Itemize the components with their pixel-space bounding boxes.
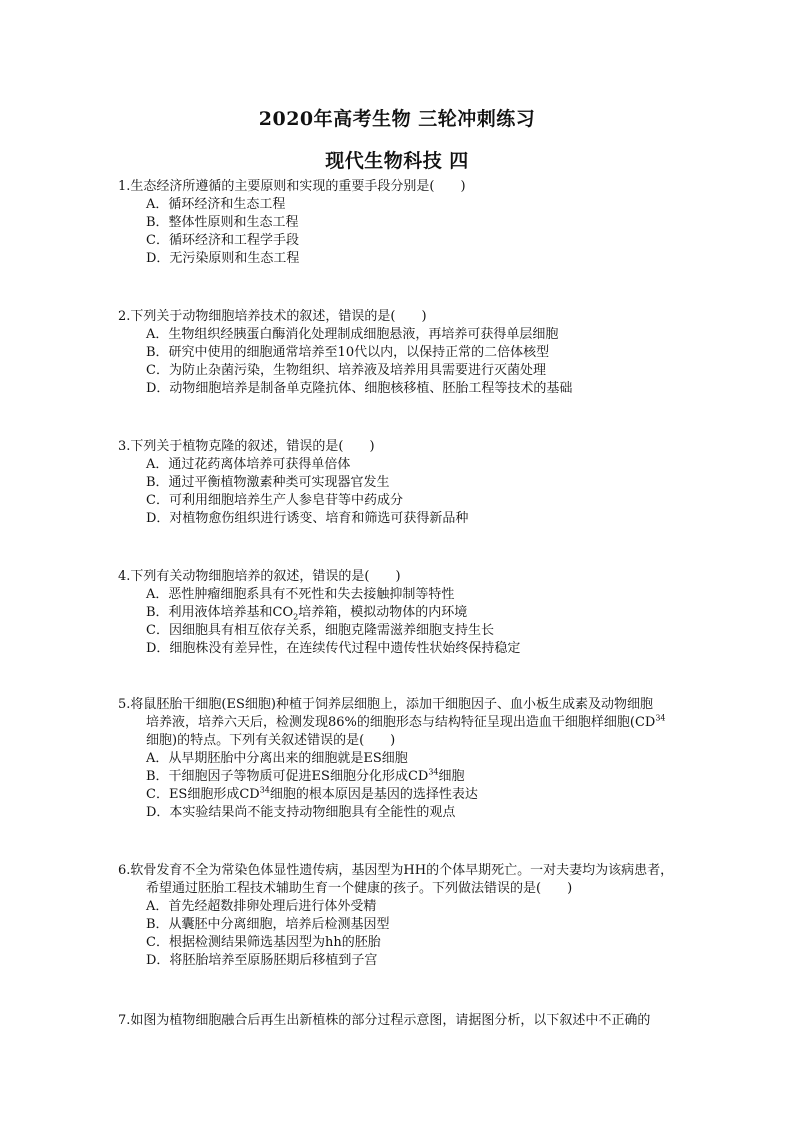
option-c: C．可利用细胞培养生产人参皂苷等中药成分 [146, 493, 403, 508]
option-a: A．生物组织经胰蛋白酶消化处理制成细胞悬液，再培养可获得单层细胞 [146, 327, 559, 342]
option-c: C．循环经济和工程学手段 [146, 233, 299, 248]
question-1 [118, 178, 708, 268]
question-stem-line-3: 细胞)的特点。下列有关叙述错误的是( ) [146, 733, 396, 748]
option-b: B．通过平衡植物激素种类可实现器官发生 [146, 475, 390, 490]
option-a: A．循环经济和生态工程 [146, 197, 286, 212]
stem-line-2-text: 培养液，培养六天后，检测发现86%的细胞形态与结构特征呈现出造血干细胞样细胞(CD [146, 715, 656, 730]
option-c-text: C．ES细胞形成CD [146, 787, 260, 802]
option-b-rest: 细胞 [438, 769, 465, 784]
option-c: C．为防止杂菌污染，生物组织、培养液及培养用具需要进行灭菌处理 [146, 363, 546, 378]
option-b-text: B．利用液体培养基和CO [146, 605, 294, 620]
option-c-rest: 细胞的根本原因是基因的选择性表达 [269, 787, 478, 802]
option-b-text: B．干细胞因子等物质可促进ES细胞分化形成CD [146, 769, 429, 784]
option-d: D．细胞株没有差异性，在连续传代过程中遗传性状始终保持稳定 [146, 641, 521, 656]
question-7 [118, 1012, 708, 1030]
option-b [118, 604, 708, 622]
superscript: 34 [655, 713, 666, 723]
option-b-rest: 培养箱，模拟动物体的内环境 [298, 605, 468, 620]
question-6 [118, 862, 708, 970]
option-b [118, 768, 708, 786]
question-stem: 1.生态经济所遵循的主要原则和实现的重要手段分别是( ) [118, 179, 466, 194]
option-c: C．根据检测结果筛选基因型为hh的胚胎 [146, 935, 381, 950]
question-stem-line-2: 希望通过胚胎工程技术辅助生育一个健康的孩子。下列做法错误的是( ) [146, 881, 573, 896]
option-c: C．因细胞具有相互依存关系，细胞克隆需滋养细胞支持生长 [146, 623, 494, 638]
option-c [118, 786, 708, 804]
option-d: D．无污染原则和生态工程 [146, 251, 300, 266]
question-2 [118, 308, 708, 398]
superscript: 34 [428, 767, 439, 777]
superscript: 34 [259, 785, 270, 795]
question-stem-line-2 [118, 714, 708, 732]
option-a: A．首先经超数排卵处理后进行体外受精 [146, 899, 377, 914]
option-a: A．从早期胚胎中分离出来的细胞就是ES细胞 [146, 751, 408, 766]
question-stem: 4.下列有关动物细胞培养的叙述，错误的是( ) [118, 569, 401, 584]
question-5 [118, 696, 708, 822]
option-d: D．将胚胎培养至原肠胚期后移植到子宫 [146, 953, 378, 968]
subscript: 2 [293, 612, 299, 622]
option-b: B．整体性原则和生态工程 [146, 215, 299, 230]
question-4 [118, 568, 708, 658]
question-stem: 3.下列关于植物克隆的叙述，错误的是( ) [118, 439, 375, 454]
question-stem: 5.将鼠胚胎干细胞(ES细胞)种植于饲养层细胞上，添加干细胞因子、血小板生成素及动物细胞 [118, 697, 653, 712]
option-b: B．研究中使用的细胞通常培养至10代以内，以保持正常的二倍体核型 [146, 345, 550, 360]
question-3 [118, 438, 708, 528]
option-b: B．从囊胚中分离细胞，培养后检测基因型 [146, 917, 390, 932]
question-stem: 2.下列关于动物细胞培养技术的叙述，错误的是( ) [118, 309, 427, 324]
page-subtitle: 现代生物科技 四 [325, 150, 469, 172]
page-title: 2020年高考生物 三轮冲刺练习 [258, 108, 536, 130]
option-d: D．动物细胞培养是制备单克隆抗体、细胞核移植、胚胎工程等技术的基础 [146, 381, 573, 396]
option-d: D．本实验结果尚不能支持动物细胞具有全能性的观点 [146, 805, 456, 820]
option-a: A．恶性肿瘤细胞系具有不死性和失去接触抑制等特性 [146, 587, 455, 602]
option-a: A．通过花药离体培养可获得单倍体 [146, 457, 351, 472]
question-stem: 7.如图为植物细胞融合后再生出新植株的部分过程示意图，请据图分析，以下叙述中不正确的 [118, 1013, 651, 1028]
question-stem: 6.软骨发育不全为常染色体显性遗传病，基因型为HH的个体早期死亡。一对夫妻均为该病患者， [118, 863, 674, 878]
option-d: D．对植物愈伤组织进行诱变、培育和筛选可获得新品种 [146, 511, 469, 526]
